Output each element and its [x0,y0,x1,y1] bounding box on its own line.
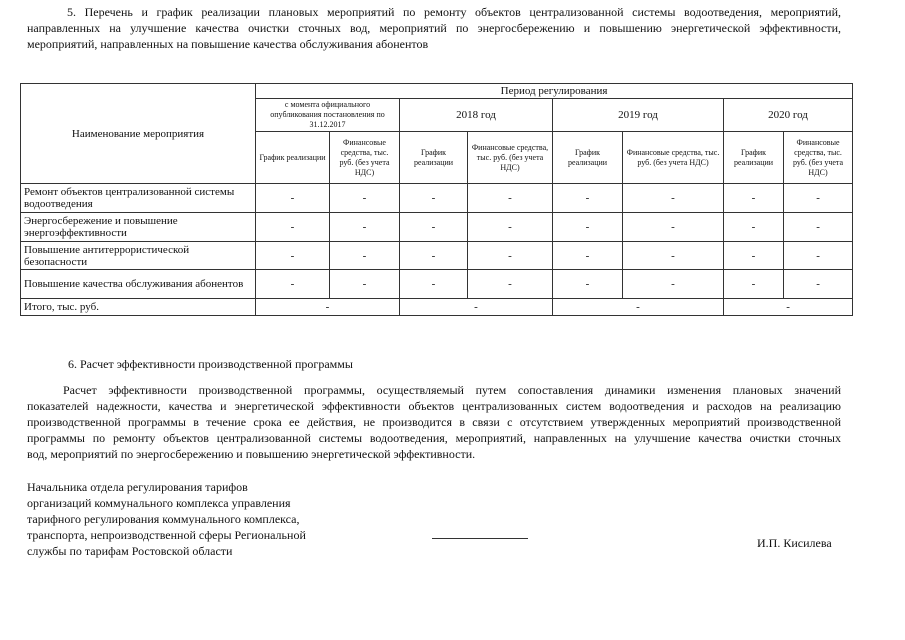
table-cell: - [330,242,400,270]
table-cell: - [553,213,623,242]
signer-name: И.П. Кисилева [757,536,832,550]
table-cell: - [256,270,330,299]
table-cell: - [330,213,400,242]
table-cell: - [468,270,553,299]
table-cell: - [724,242,784,270]
total-label: Итого, тыс. руб. [21,299,256,316]
period-2020: 2020 год [724,99,853,132]
plan-table [20,83,853,316]
signer-line: Начальника отдела регулирования тарифов [27,480,248,494]
text-line: Расчет эффективности производственной программы, осуществляемый путем сопоставления динамики изменения плановых значений [63,383,841,397]
section-5-heading [27,4,841,52]
table-cell: - [724,184,784,213]
table-cell: - [400,184,468,213]
total-cell: - [256,299,400,316]
table-cell: - [400,242,468,270]
text-line: показателей надежности, качества и энергетической эффективности объектов централизованных систем водоотведения и расходов на реализацию [27,399,841,413]
table-cell: - [724,213,784,242]
period-initial: с момента официального опубликования постановления по 31.12.2017 [256,99,400,132]
row-name: Энергосбережение и повышение энергоэффективности [21,213,256,242]
table-cell: - [623,184,724,213]
text-line: программы по ремонту объектов централизованной системы водоотведения, мероприятий, направленных на улучшение качества очистки сточных [27,431,841,445]
table-row [21,213,853,242]
subheader-finance: Финансовые средства, тыс. руб. (без учета НДС) [330,132,400,184]
table-cell: - [256,242,330,270]
table-row [21,270,853,299]
total-cell: - [724,299,853,316]
table-cell: - [330,270,400,299]
table-cell: - [468,242,553,270]
signer-line: тарифного регулирования коммунального комплекса, [27,512,300,526]
period-2019: 2019 год [553,99,724,132]
table-cell: - [623,242,724,270]
text-line: 5. Перечень и график реализации плановых мероприятий по ремонту объектов централизованной системы водоотведения, мероприятий, [67,5,841,19]
table-row [21,242,853,270]
total-cell: - [400,299,553,316]
signer-line: организаций коммунального комплекса управления [27,496,291,510]
signature-line [432,538,528,539]
table-cell: - [468,213,553,242]
table-cell: - [256,184,330,213]
subheader-schedule: График реализации [256,132,330,184]
table-cell: - [623,270,724,299]
period-header: Период регулирования [256,84,853,99]
text-line: вод, мероприятий по энергосбережению и повышению энергетической эффективности. [27,447,476,461]
table-cell: - [784,213,853,242]
subheader-schedule: График реализации [724,132,784,184]
total-cell: - [553,299,724,316]
signer-line: службы по тарифам Ростовской области [27,544,233,558]
period-2018: 2018 год [400,99,553,132]
table-cell: - [623,213,724,242]
row-name: Повышение антитеррористической безопасности [21,242,256,270]
table-cell: - [330,184,400,213]
table-cell: - [553,184,623,213]
subheader-finance: Финансовые средства, тыс. руб. (без учета НДС) [468,132,553,184]
text-line: производственной программы в течение срока ее действия, не производится в связи с отсутствием утвержденных мероприятий производственной [27,415,841,429]
section-6-paragraph [27,382,841,462]
table-cell: - [784,184,853,213]
subheader-finance: Финансовые средства, тыс. руб. (без учета НДС) [784,132,853,184]
table-row [21,184,853,213]
table-cell: - [468,184,553,213]
signer-line: транспорта, непроизводственной сферы Региональной [27,528,306,542]
row-name: Ремонт объектов централизованной системы водоотведения [21,184,256,213]
table-cell: - [724,270,784,299]
table-cell: - [784,242,853,270]
text-line: направленных на улучшение качества очистки сточных вод, мероприятий по энергосбережению и повышению энергетической эффективности, [27,21,841,35]
table-cell: - [784,270,853,299]
subheader-finance: Финансовые средства, тыс. руб. (без учета НДС) [623,132,724,184]
text-line: мероприятий, направленных на повышение качества обслуживания абонентов [27,37,429,51]
table-cell: - [400,270,468,299]
table-cell: - [400,213,468,242]
subheader-schedule: График реализации [400,132,468,184]
column-header-name: Наименование мероприятия [21,84,256,184]
subheader-schedule: График реализации [553,132,623,184]
table-cell: - [256,213,330,242]
table-row-total [21,299,853,316]
row-name: Повышение качества обслуживания абонентов [21,270,256,299]
table-cell: - [553,242,623,270]
table-cell: - [553,270,623,299]
section-6-title: 6. Расчет эффективности производственной программы [68,357,353,371]
signer-title [27,479,306,559]
